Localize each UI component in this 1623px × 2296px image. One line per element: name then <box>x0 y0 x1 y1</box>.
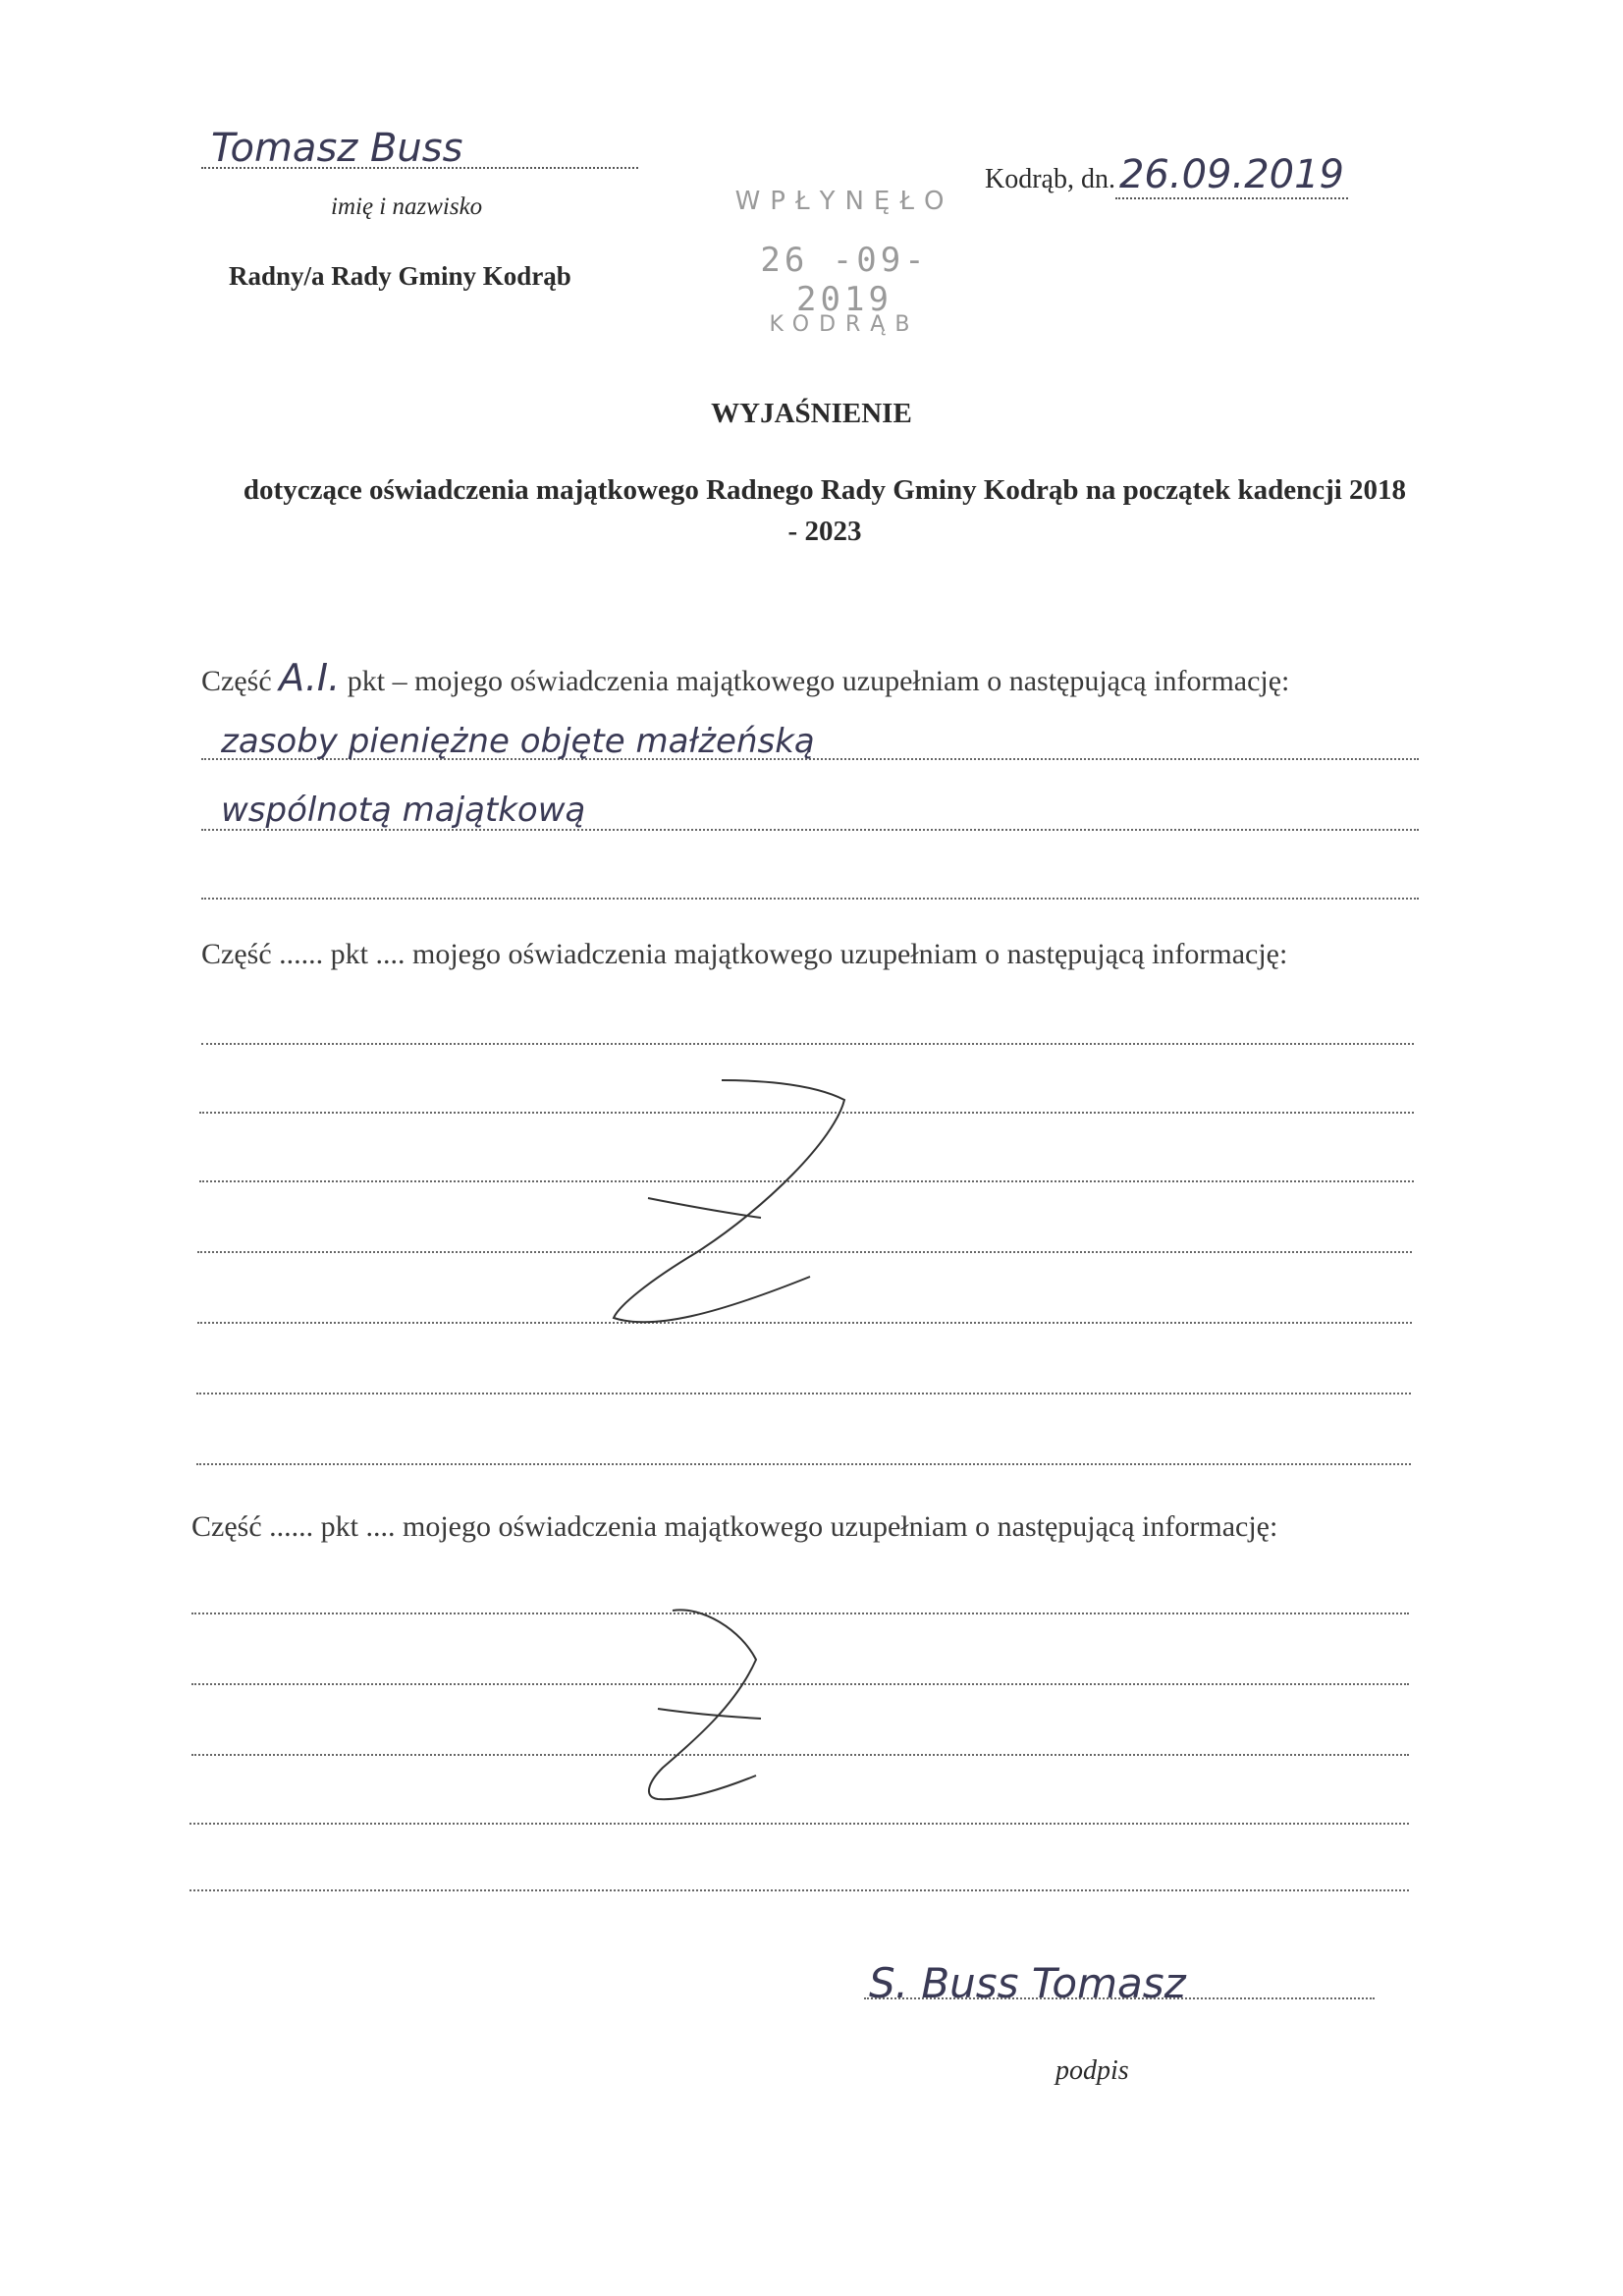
section-3-pkt-label: pkt <box>320 1510 358 1543</box>
section-3-part-value: ...... <box>269 1510 314 1543</box>
section-2-part-value: ...... <box>279 938 324 970</box>
stamp-received: WPŁYNĘŁO <box>734 187 954 216</box>
section-3-heading <box>191 1510 1277 1544</box>
answer-line <box>189 1819 1409 1825</box>
section-3-pkt-value: .... <box>365 1510 396 1543</box>
section-2-heading <box>201 938 1287 971</box>
role-label: Radny/a Rady Gminy Kodrąb <box>229 261 571 291</box>
place-date <box>985 152 1348 199</box>
section-1-heading <box>201 656 1289 699</box>
signature-handwritten: S. Buss Tomasz <box>869 1959 1186 2007</box>
answer-line <box>189 1886 1409 1891</box>
section-1-text: mojego oświadczenia majątkowego uzupełniam o następującą informację: <box>414 665 1290 697</box>
name-field <box>201 116 638 175</box>
name-label: imię i nazwisko <box>331 193 483 220</box>
signature-label: podpis <box>1055 2055 1129 2086</box>
section-2-pkt-value: .... <box>375 938 406 970</box>
section-1-pkt-label: pkt <box>347 665 386 697</box>
stamp-date: 26 -09- 2019 <box>760 241 929 319</box>
signature-line <box>864 1994 1375 1999</box>
section-2-pkt-label: pkt <box>330 938 368 970</box>
section-1-part-value: A.I. <box>279 656 341 699</box>
section-3-text: mojego oświadczenia majątkowego uzupełniam o następującą informację: <box>402 1510 1278 1543</box>
strike-z-mark <box>619 1601 815 1807</box>
section-3-part-prefix: Część <box>191 1510 262 1543</box>
section-2-text: mojego oświadczenia majątkowego uzupełniam o następującą informację: <box>411 938 1288 970</box>
document-subtitle: dotyczące oświadczenia majątkowego Radnego Rady Gminy Kodrąb na początek kadencji 2018 - 2023 <box>243 474 1407 547</box>
answer-line <box>201 1039 1414 1045</box>
place-prefix: Kodrąb, dn. <box>985 164 1115 194</box>
section-1-pkt-value: – <box>392 665 407 697</box>
answer-line <box>201 894 1419 900</box>
strike-z-mark <box>589 1061 844 1336</box>
section-2-part-prefix: Część <box>201 938 272 970</box>
answer-line <box>196 1459 1411 1465</box>
section-1-handwritten-line-2: wspólnotą majątkową <box>221 791 586 830</box>
section-1-part-prefix: Część <box>201 665 272 697</box>
section-1-handwritten-line-1: zasoby pieniężne objęte małżeńską <box>221 722 815 761</box>
document-title: WYJAŚNIENIE <box>711 398 912 429</box>
date-handwritten: 26.09.2019 <box>1115 152 1348 199</box>
name-handwritten: Tomasz Buss <box>211 126 463 171</box>
answer-line <box>196 1389 1411 1394</box>
stamp-place: KODRĄB <box>769 312 920 337</box>
